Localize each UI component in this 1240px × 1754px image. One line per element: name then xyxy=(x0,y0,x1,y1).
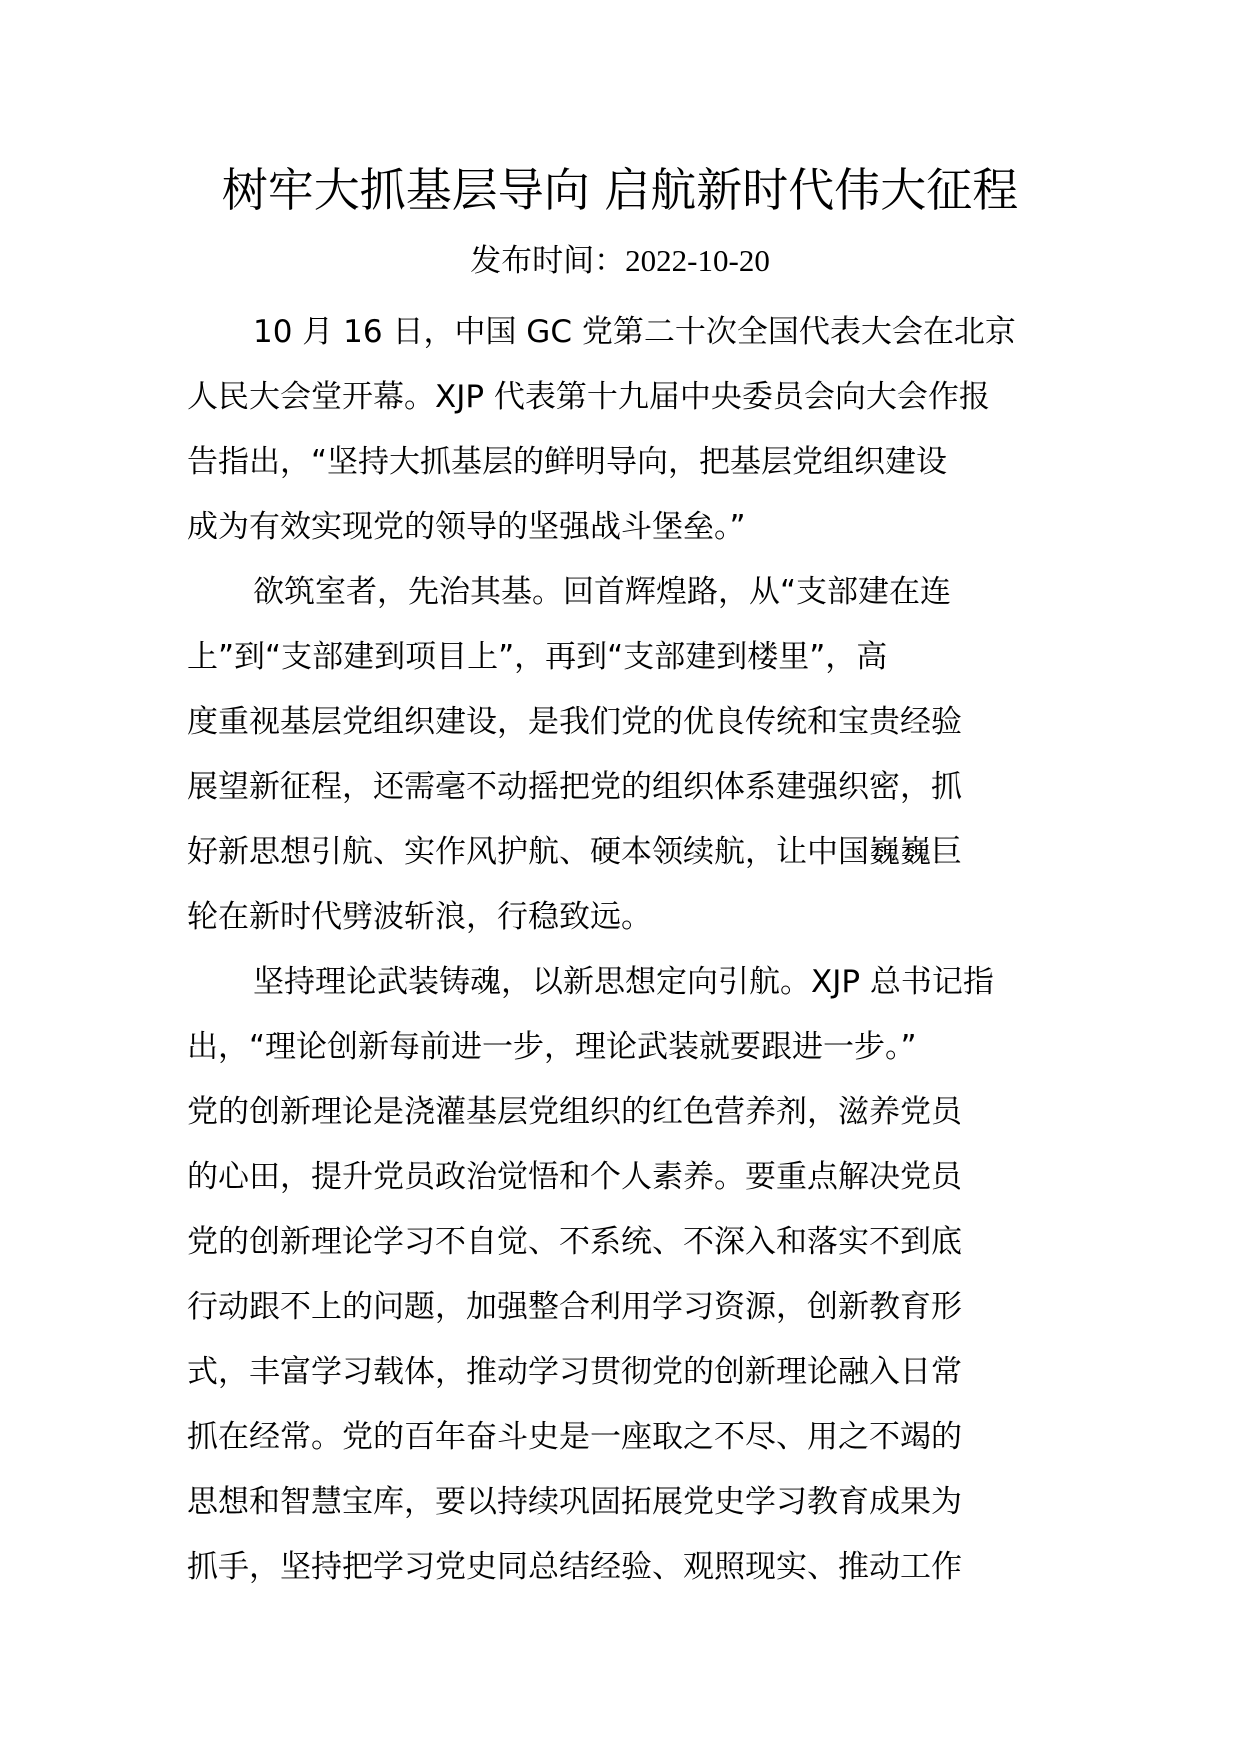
text-line: 抓手，坚持把学习党史同总结经验、观照现实、推动工作 xyxy=(187,1549,962,1585)
text-line: 的心田，提升党员政治觉悟和个人素养。要重点解决党员 xyxy=(187,1159,962,1195)
text-line: 告指出，“坚持大抓基层的鲜明导向，把基层党组织建设 xyxy=(187,444,948,480)
publish-date-label: 发布时间： xyxy=(470,243,626,279)
text-line: 上”到“支部建到项目上”，再到“支部建到楼里”，高 xyxy=(187,639,888,675)
publish-date xyxy=(0,240,1240,282)
text-line: 欲筑室者，先治其基。回首辉煌路，从“支部建在连 xyxy=(253,574,952,610)
text-line: 人民大会堂开幕。XJP 代表第十九届中央委员会向大会作报 xyxy=(187,379,990,415)
publish-date-value: 2022-10-20 xyxy=(625,243,770,278)
page-title: 树牢大抓基层导向 启航新时代伟大征程 xyxy=(221,163,1019,217)
text-line: 成为有效实现党的领导的坚强战斗堡垒。” xyxy=(187,509,746,545)
text-line: 党的创新理论学习不自觉、不系统、不深入和落实不到底 xyxy=(187,1224,962,1260)
text-line: 10 月 16 日，中国 GC 党第二十次全国代表大会在北京 xyxy=(253,314,1016,350)
text-line: 轮在新时代劈波斩浪，行稳致远。 xyxy=(187,899,652,935)
text-line: 出，“理论创新每前进一步，理论武装就要跟进一步。” xyxy=(187,1029,917,1065)
text-line: 行动跟不上的问题，加强整合利用学习资源，创新教育形 xyxy=(187,1289,962,1325)
article-body xyxy=(187,300,1057,1600)
text-line: 式，丰富学习载体，推动学习贯彻党的创新理论融入日常 xyxy=(187,1354,962,1390)
text-line: 展望新征程，还需毫不动摇把党的组织体系建强织密，抓 xyxy=(187,769,962,805)
text-line: 坚持理论武装铸魂，以新思想定向引航。XJP 总书记指 xyxy=(253,964,994,1000)
text-line: 抓在经常。党的百年奋斗史是一座取之不尽、用之不竭的 xyxy=(187,1419,962,1455)
text-line: 好新思想引航、实作风护航、硬本领续航，让中国巍巍巨 xyxy=(187,834,962,870)
text-line: 党的创新理论是浇灌基层党组织的红色营养剂，滋养党员 xyxy=(187,1094,962,1130)
text-line: 度重视基层党组织建设，是我们党的优良传统和宝贵经验 xyxy=(187,704,962,740)
text-line: 思想和智慧宝库，要以持续巩固拓展党史学习教育成果为 xyxy=(187,1484,962,1520)
